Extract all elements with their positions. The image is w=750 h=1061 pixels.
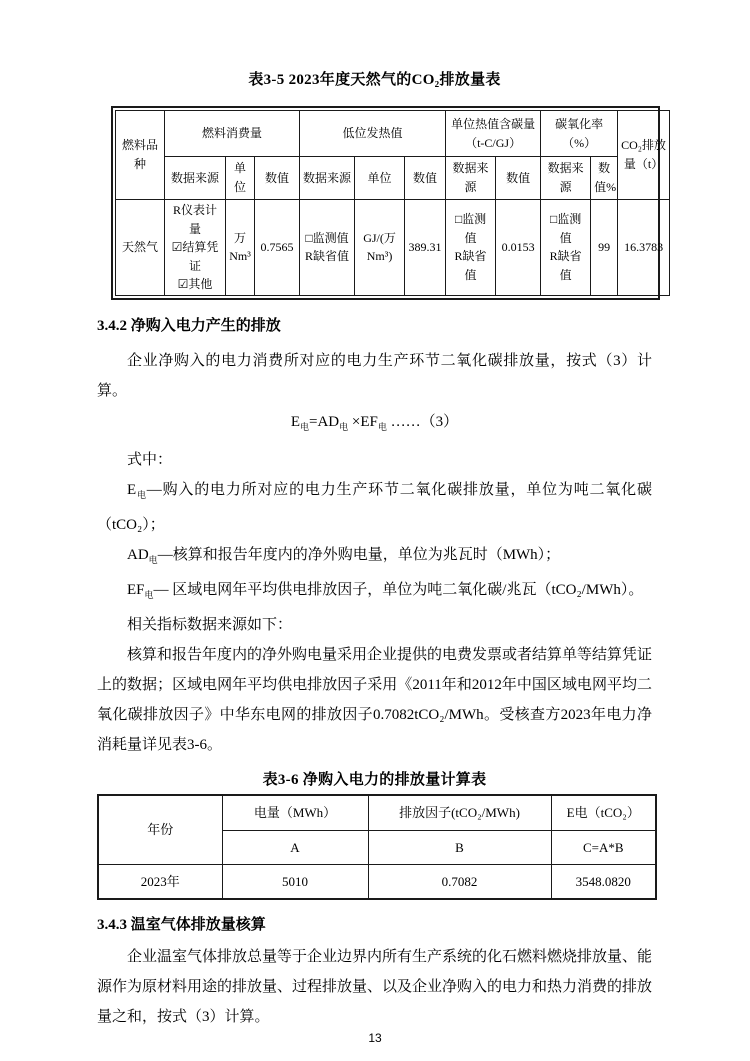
cell-consumption-source xyxy=(165,200,226,296)
th-fuel-type: 燃料品种 xyxy=(116,111,165,200)
cell-fuel: 天然气 xyxy=(116,200,165,296)
th-consumption-source: 数据来源 xyxy=(165,157,226,200)
th-year: 年份 xyxy=(98,795,222,865)
definition-ad: $AD_电—$核算和报告年度内的净外购电量，单位为兆瓦时（MWh）； xyxy=(127,546,561,565)
th-carbon-value: 数值 xyxy=(496,157,541,200)
section-3-4-2-paragraph-2: 核算和报告年度内的净外购电量采用企业提供的电费发票或者结算单等结算凭证上的数据；区域电网年平均供电排放因子采用《2011年和2012年中国区域电网平均二氧化碳排放因子》中华东电网的排放因子0.7082tCO₂/MWh。受核查方2023年电力净消耗量详见表3-6。 xyxy=(97,646,653,753)
cell-carbon-source xyxy=(446,200,496,296)
th-e-electric: E电（tCO₂） xyxy=(551,795,656,831)
cell-ncv-source xyxy=(300,200,355,296)
th-col-c: C=A*B xyxy=(551,831,656,865)
cell-oxidation-source xyxy=(541,200,591,296)
cell-consumption-unit: 万Nm³ xyxy=(226,200,255,296)
checkbox-default-option: R缺省值 xyxy=(305,249,350,264)
cell-ncv-unit: GJ/(万Nm³) xyxy=(355,200,405,296)
cell-carbon-value: 0.0153 xyxy=(496,200,541,296)
table-3-6-caption: 表3-6 净购入电力的排放量计算表 xyxy=(262,771,487,788)
checkbox-monitored-option: □监测值 xyxy=(549,212,582,245)
table-3-5-caption: 表3-5 2023年度天然气的CO₂排放量表 xyxy=(248,72,501,88)
definition-ef: $EF_电—$ 区域电网年平均供电排放因子，单位为吨二氧化碳/兆瓦（tCO₂/MWh）。 xyxy=(127,581,644,600)
definition-e: $E_电—$购入的电力所对应的电力生产环节二氧化碳排放量，单位为吨二氧化碳（tCO₂）； xyxy=(97,481,652,533)
th-ncv-value: 数值 xyxy=(405,157,446,200)
checkbox-settlement-option: ☑结算凭证 xyxy=(171,240,219,273)
th-consumption-unit: 单位 xyxy=(226,157,255,200)
th-co2-emission: CO₂排放量（t） xyxy=(618,111,670,200)
th-power: 电量（MWh） xyxy=(222,795,368,831)
table-row xyxy=(98,865,656,899)
page-number: 13 xyxy=(368,1031,382,1045)
checkbox-monitored-option: □监测值 xyxy=(454,212,487,245)
checkbox-default-option: R缺省值 xyxy=(549,249,582,283)
th-consumption-value: 数值 xyxy=(255,157,300,200)
th-fuel-consumption-group: 燃料消费量 xyxy=(165,111,300,157)
cell-consumption-value: 0.7565 xyxy=(255,200,300,296)
section-3-4-3-paragraph: 企业温室气体排放总量等于企业边界内所有生产系统的化石燃料燃烧排放量、能源作为原材料用途的排放量、过程排放量、以及企业净购入的电力和热力消费的排放量之和，按式（3）计算。 xyxy=(97,948,653,1025)
cell-e-electric: 3548.0820 xyxy=(551,865,656,899)
th-ncv-source: 数据来源 xyxy=(300,157,355,200)
formula-3: $E_电=AD_电 \times EF_电$ ……（3） xyxy=(290,413,459,432)
checkbox-default-option: R缺省值 xyxy=(454,249,487,283)
section-3-4-2-paragraph-1: 企业净购入的电力消费所对应的电力生产环节二氧化碳排放量，按式（3）计算。 xyxy=(97,352,652,399)
cell-power: 5010 xyxy=(222,865,368,899)
where-label: 式中： xyxy=(127,451,173,468)
section-3-4-2-heading: 3.4.2 净购入电力产生的排放 xyxy=(97,317,281,334)
section-3-4-3-heading: 3.4.3 温室气体排放量核算 xyxy=(97,916,266,933)
th-col-a: A xyxy=(222,831,368,865)
cell-oxidation-value: 99 xyxy=(591,200,618,296)
checkbox-other-option: ☑其他 xyxy=(177,277,213,292)
checkbox-meter-option: R仪表计量 xyxy=(172,203,217,236)
th-oxidation-rate-group: 碳氧化率（%） xyxy=(541,111,618,157)
table-3-6 xyxy=(97,794,657,900)
th-carbon-content-group: 单位热值含碳量（t-C/GJ） xyxy=(446,111,541,157)
th-ncv-group: 低位发热值 xyxy=(300,111,446,157)
cell-year: 2023年 xyxy=(98,865,222,899)
th-carbon-source: 数据来源 xyxy=(446,157,496,200)
cell-ncv-value: 389.31 xyxy=(405,200,446,296)
th-emission-factor: 排放因子(tCO₂/MWh) xyxy=(368,795,551,831)
sources-intro: 相关指标数据来源如下： xyxy=(127,616,293,633)
cell-emission-factor: 0.7082 xyxy=(368,865,551,899)
th-oxidation-value-pct: 数值% xyxy=(591,157,618,200)
cell-co2-value: 16.3783 xyxy=(618,200,670,296)
table-3-5 xyxy=(111,106,666,300)
table-row xyxy=(116,200,670,296)
th-oxidation-source: 数据来源 xyxy=(541,157,591,200)
th-ncv-unit: 单位 xyxy=(355,157,405,200)
th-col-b: B xyxy=(368,831,551,865)
checkbox-monitored-option: □监测值 xyxy=(305,230,349,245)
